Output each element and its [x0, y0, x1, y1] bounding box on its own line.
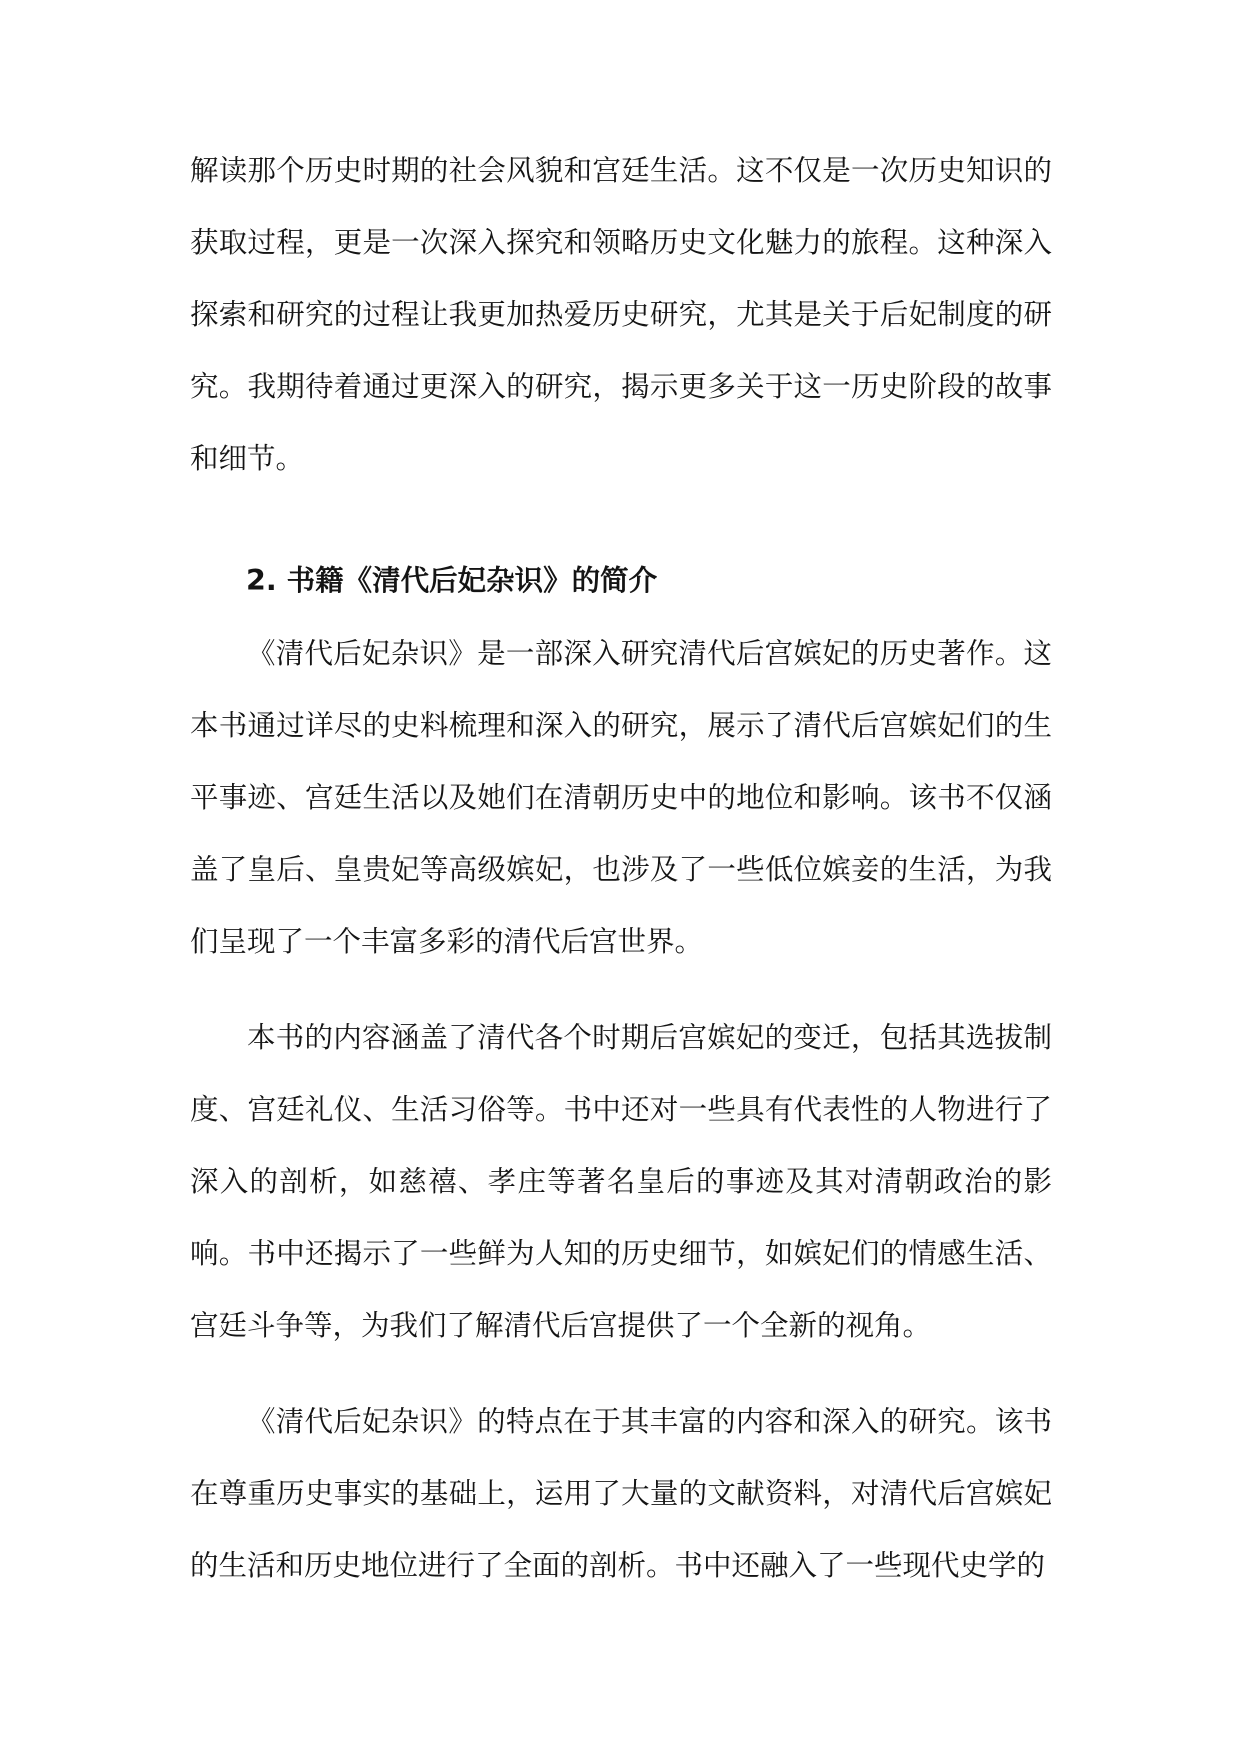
- paragraph-book-content: 本书的内容涵盖了清代各个时期后宫嫔妃的变迁，包括其选拔制度、宫廷礼仪、生活习俗等。书中还对一些具有代表性的人物进行了深入的剖析，如慈禧、孝庄等著名皇后的事迹及其对清朝政治的影响。书中还揭示了一些鲜为人知的历史细节，如嫔妃们的情感生活、宫廷斗争等，为我们了解清代后宫提供了一个全新的视角。: [190, 1021, 1052, 1342]
- paragraph-continuation: 解读那个历史时期的社会风貌和宫廷生活。这不仅是一次历史知识的获取过程，更是一次深入探究和领略历史文化魅力的旅程。这种深入探索和研究的过程让我更加热爱历史研究，尤其是关于后妃制度的研究。我期待着通过更深入的研究，揭示更多关于这一历史阶段的故事和细节。: [190, 154, 1052, 475]
- paragraph-book-intro: 《清代后妃杂识》是一部深入研究清代后宫嫔妃的历史著作。这本书通过详尽的史料梳理和深入的研究，展示了清代后宫嫔妃们的生平事迹、宫廷生活以及她们在清朝历史中的地位和影响。该书不仅涵盖了皇后、皇贵妃等高级嫔妃，也涉及了一些低位嫔妾的生活，为我们呈现了一个丰富多彩的清代后宫世界。: [190, 637, 1052, 958]
- paragraph-book-features: 《清代后妃杂识》的特点在于其丰富的内容和深入的研究。该书在尊重历史事实的基础上，运用了大量的文献资料，对清代后宫嫔妃的生活和历史地位进行了全面的剖析。书中还融入了一些现代史学的: [190, 1405, 1052, 1582]
- section-heading: 2. 书籍《清代后妃杂识》的简介: [246, 564, 658, 597]
